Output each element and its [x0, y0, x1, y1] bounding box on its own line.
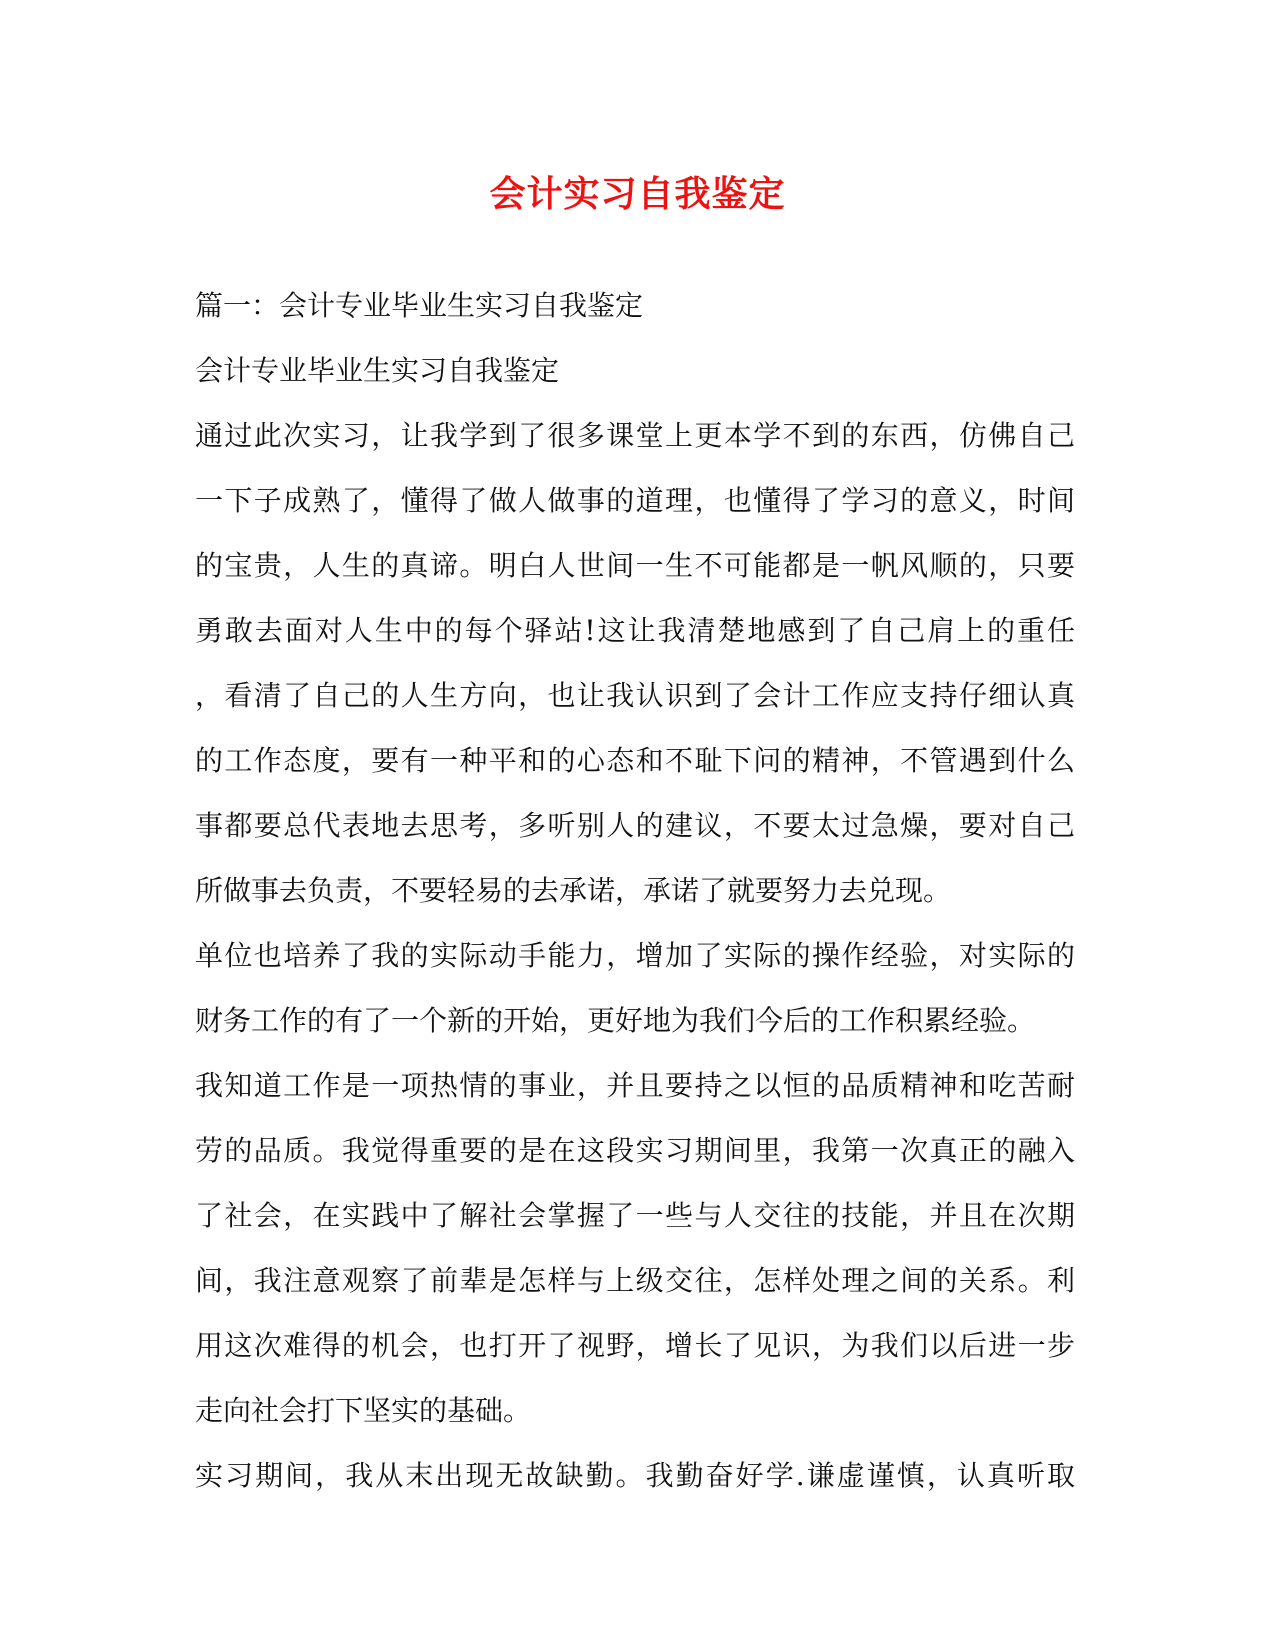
- body-line: 走向社会打下坚实的基础。: [195, 1394, 532, 1427]
- body-line: 事都要总代表地去思考，多听别人的建议，不要太过急燥，要对自己: [195, 809, 1075, 842]
- body-line: 我知道工作是一项热情的事业，并且要持之以恒的品质精神和吃苦耐: [195, 1069, 1075, 1102]
- document-title: 会计实习自我鉴定: [489, 173, 786, 215]
- body-line: 通过此次实习，让我学到了很多课堂上更本学不到的东西，仿佛自己: [195, 419, 1075, 452]
- body-line: 的工作态度，要有一种平和的心态和不耻下问的精神，不管遇到什么: [195, 744, 1075, 777]
- body-line: ，看清了自己的人生方向，也让我认识到了会计工作应支持仔细认真: [195, 679, 1075, 712]
- body-line: 劳的品质。我觉得重要的是在这段实习期间里，我第一次真正的融入: [195, 1134, 1075, 1167]
- body-line: 用这次难得的机会，也打开了视野，增长了见识，为我们以后进一步: [195, 1329, 1075, 1362]
- body-line: 财务工作的有了一个新的开始，更好地为我们今后的工作积累经验。: [195, 1004, 1036, 1037]
- body-line: 单位也培养了我的实际动手能力，增加了实际的操作经验，对实际的: [195, 939, 1075, 972]
- body-line: 实习期间，我从末出现无故缺勤。我勤奋好学.谦虚谨慎，认真听取: [195, 1459, 1075, 1492]
- section-subheading: 会计专业毕业生实习自我鉴定: [195, 354, 560, 387]
- body-line: 一下子成熟了，懂得了做人做事的道理，也懂得了学习的意义，时间: [195, 484, 1075, 517]
- document-body: [195, 282, 1075, 1517]
- body-line: 了社会，在实践中了解社会掌握了一些与人交往的技能，并且在次期: [195, 1199, 1075, 1232]
- body-line: 所做事去负责，不要轻易的去承诺，承诺了就要努力去兑现。: [195, 874, 952, 907]
- body-line: 的宝贵，人生的真谛。明白人世间一生不可能都是一帆风顺的，只要: [195, 549, 1075, 582]
- section-heading: 篇一：会计专业毕业生实习自我鉴定: [195, 289, 644, 322]
- body-line: 勇敢去面对人生中的每个驿站!这让我清楚地感到了自己肩上的重任: [195, 614, 1075, 647]
- body-line: 间，我注意观察了前辈是怎样与上级交往，怎样处理之间的关系。利: [195, 1264, 1075, 1297]
